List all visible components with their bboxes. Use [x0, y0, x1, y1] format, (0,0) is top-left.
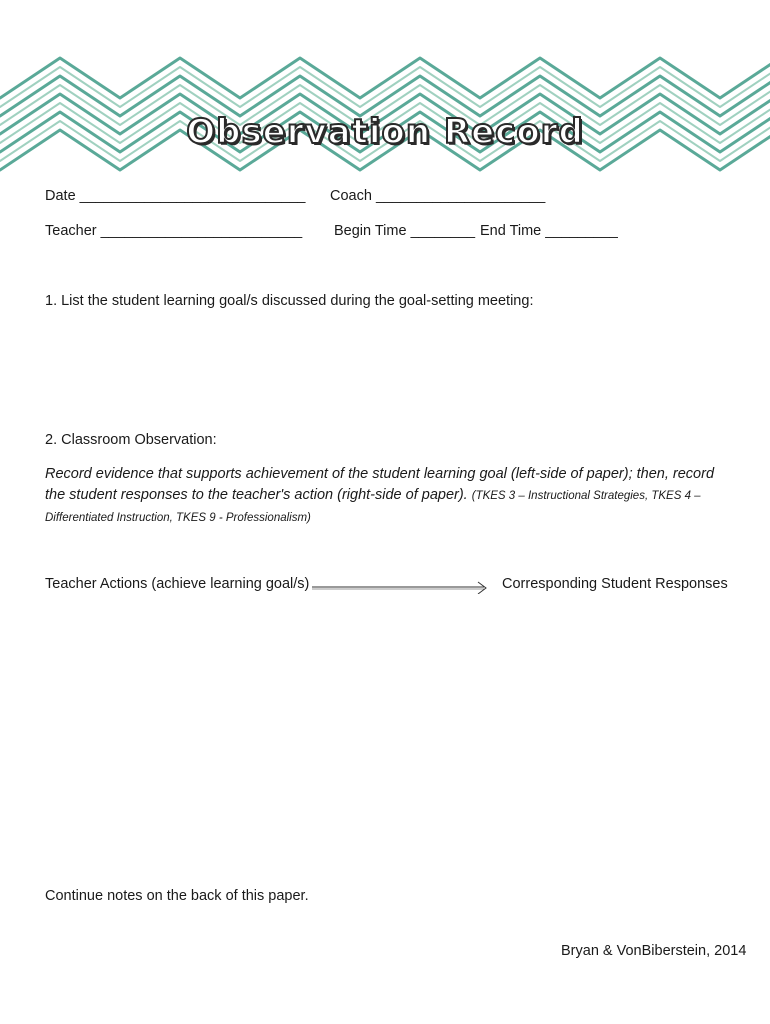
student-responses-label: Corresponding Student Responses: [502, 576, 728, 592]
end-time-field[interactable]: End Time _________: [480, 223, 618, 239]
standards-text: (TKES 3 – Instructional Strategies, TKES 4 – Differentiated Instruction, TKES 9 - Professionalism): [45, 490, 701, 524]
teacher-field[interactable]: Teacher _________________________: [45, 223, 303, 239]
continue-note: Continue notes on the back of this paper.: [45, 888, 309, 904]
begin-time-field[interactable]: Begin Time ________: [334, 223, 476, 239]
teacher-actions-label: Teacher Actions (achieve learning goal/s): [45, 576, 310, 592]
coach-field[interactable]: Coach _____________________: [330, 188, 546, 204]
page-title: Observation Record: [186, 112, 584, 152]
instructions-text: Record evidence that supports achievement of the student learning goal (left-side of paper); then, record the student responses to the teacher's action (right-side of paper).: [45, 466, 715, 503]
section-2-heading: 2. Classroom Observation:: [45, 432, 217, 448]
observation-instructions: [45, 464, 735, 529]
footer-credit: Bryan & VonBiberstein, 2014: [561, 943, 747, 959]
right-arrow-icon: [312, 578, 488, 594]
section-1-heading: 1. List the student learning goal/s discussed during the goal-setting meeting:: [45, 293, 534, 309]
date-field[interactable]: Date ____________________________: [45, 188, 306, 204]
